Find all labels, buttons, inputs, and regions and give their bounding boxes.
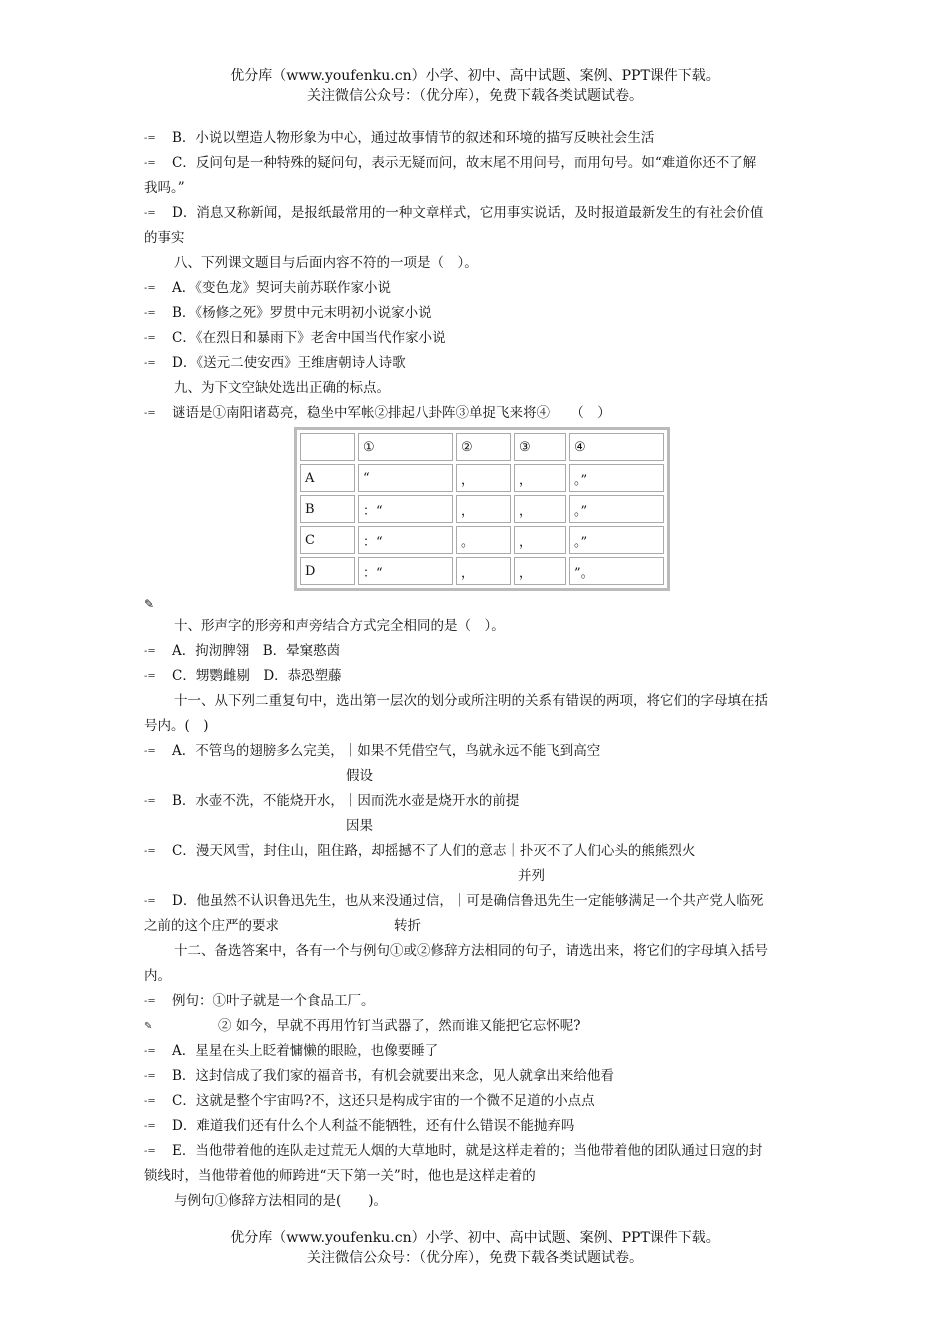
q12-title: 十二、备选答案中，各有一个与例句①或②修辞方法相同的句子，请选出来，将它们的字母填入括号 bbox=[174, 943, 768, 959]
list-marker: -= bbox=[144, 996, 156, 1007]
table-cell: ， bbox=[514, 557, 566, 585]
q7-option-b: -= B．小说以塑造人物形象为中心，通过故事情节的叙述和环境的描写反映社会生活 bbox=[144, 126, 809, 151]
table-cell: “ bbox=[358, 464, 453, 492]
table-cell: ① bbox=[358, 433, 453, 461]
table-cell: 。” bbox=[569, 464, 664, 492]
table-cell: 。” bbox=[569, 495, 664, 523]
table-row bbox=[300, 557, 664, 585]
table-cell: ， bbox=[514, 495, 566, 523]
q11-option-d-cont: 之前的这个庄严的要求 转折 bbox=[144, 918, 421, 934]
page-header bbox=[0, 66, 950, 106]
list-marker: -= bbox=[144, 283, 156, 294]
q8-title: 八、下列课文题目与后面内容不符的一项是（ ）。 bbox=[174, 255, 478, 271]
object-anchor-icon: ✎ bbox=[144, 597, 155, 611]
table-cell: D bbox=[300, 557, 355, 585]
q11-option-c-note: 并列 bbox=[518, 868, 545, 884]
q9-title: 九、为下文空缺处选出正确的标点。 bbox=[174, 380, 390, 396]
table-cell: ， bbox=[456, 557, 511, 585]
q8-option-a: -= A．《变色龙》契诃夫前苏联作家小说 bbox=[144, 276, 809, 301]
q7-option-d-cont: 的事实 bbox=[144, 230, 185, 246]
q7-option-c: -= C．反问句是一种特殊的疑问句，表示无疑而问，故末尾不用问号，而用句号。如“难道你还不了解 bbox=[144, 151, 809, 176]
q7-option-d: -= D．消息又称新闻，是报纸最常用的一种文章样式，它用事实说话，及时报道最新发生的有社会价值 bbox=[144, 201, 809, 226]
object-anchor-icon: ✎ bbox=[144, 1021, 153, 1032]
table-cell: A bbox=[300, 464, 355, 492]
table-header-row bbox=[300, 433, 664, 461]
list-marker: -= bbox=[144, 671, 156, 682]
q9-text: -= 谜语是①南阳诸葛亮，稳坐中军帐②排起八卦阵③单捉飞来将④ （ ） bbox=[144, 401, 809, 426]
exam-content bbox=[144, 126, 809, 1214]
table-cell: ：“ bbox=[358, 557, 453, 585]
q12-example-1: -= 例句：①叶子就是一个食品工厂。 bbox=[144, 989, 809, 1014]
list-marker: -= bbox=[144, 333, 156, 344]
table-cell: ：“ bbox=[358, 526, 453, 554]
list-marker: -= bbox=[144, 158, 156, 169]
list-marker: -= bbox=[144, 1146, 156, 1157]
punctuation-options-table bbox=[294, 427, 670, 591]
table-cell: 。” bbox=[569, 526, 664, 554]
table-row bbox=[300, 526, 664, 554]
table-cell: B bbox=[300, 495, 355, 523]
q12-answer-prompt: 与例句①修辞方法相同的是( )。 bbox=[174, 1193, 388, 1209]
header-line-2: 关注微信公众号：（优分库），免费下载各类试题试卷。 bbox=[307, 88, 643, 104]
table-cell: ， bbox=[514, 526, 566, 554]
table-row bbox=[300, 464, 664, 492]
q12-option-e: -= E．当他带着他的连队走过荒无人烟的大草地时，就是这样走着的；当他带着他的团队通过日寇的封 bbox=[144, 1139, 809, 1164]
table-cell: ， bbox=[456, 495, 511, 523]
page-footer bbox=[0, 1228, 950, 1268]
table-cell: C bbox=[300, 526, 355, 554]
q11-option-d: -= D．他虽然不认识鲁迅先生，也从来没通过信，｜可是确信鲁迅先生一定能够满足一个共产党人临死 bbox=[144, 889, 809, 914]
table-cell: ③ bbox=[514, 433, 566, 461]
list-marker: -= bbox=[144, 1121, 156, 1132]
q8-option-c: -= C．《在烈日和暴雨下》老舍中国当代作家小说 bbox=[144, 326, 809, 351]
q10-options-cd: -= C．甥鹦雌剔 D．恭恐塑藤 bbox=[144, 664, 809, 689]
q11-option-d-note: 转折 bbox=[394, 918, 421, 934]
list-marker: -= bbox=[144, 796, 156, 807]
table-cell: ④ bbox=[569, 433, 664, 461]
list-marker: -= bbox=[144, 746, 156, 757]
q11-title-cont: 号内。( ) bbox=[144, 718, 209, 734]
table-cell: ② bbox=[456, 433, 511, 461]
q11-option-b-note: 因果 bbox=[346, 818, 373, 834]
q12-option-a: -= A．星星在头上眨着慵懒的眼睑，也像要睡了 bbox=[144, 1039, 809, 1064]
list-marker: -= bbox=[144, 646, 156, 657]
q11-option-b: -= B．水壶不洗，不能烧开水，｜因而洗水壶是烧开水的前提 bbox=[144, 789, 809, 814]
list-marker: -= bbox=[144, 1096, 156, 1107]
table-cell: 。 bbox=[456, 526, 511, 554]
q12-option-e-cont: 锁线时，当他带着他的师跨进“天下第一关”时，他也是这样走着的 bbox=[144, 1168, 536, 1184]
table-cell bbox=[300, 433, 355, 461]
header-line-1: 优分库（www.youfenku.cn）小学、初中、高中试题、案例、PPT课件下载。 bbox=[230, 68, 720, 84]
footer-line-1: 优分库（www.youfenku.cn）小学、初中、高中试题、案例、PPT课件下载。 bbox=[230, 1230, 720, 1246]
table-cell: ， bbox=[514, 464, 566, 492]
list-marker: -= bbox=[144, 308, 156, 319]
q12-option-b: -= B．这封信成了我们家的福音书，有机会就要出来念，见人就拿出来给他看 bbox=[144, 1064, 809, 1089]
q8-option-d: -= D．《送元二使安西》王维唐朝诗人诗歌 bbox=[144, 351, 809, 376]
q11-option-a-note: 假设 bbox=[346, 768, 373, 784]
q12-title-cont: 内。 bbox=[144, 968, 171, 984]
q10-options-ab: -= A．拘沏脾翎 B．晕窠憨茵 bbox=[144, 639, 809, 664]
q11-option-a: -= A．不管鸟的翅膀多么完美，｜如果不凭借空气，鸟就永远不能飞到高空 bbox=[144, 739, 809, 764]
q12-example-2: ✎ ② 如今，早就不再用竹钉当武器了，然而谁又能把它忘怀呢? bbox=[144, 1014, 809, 1039]
q10-title: 十、形声字的形旁和声旁结合方式完全相同的是（ ）。 bbox=[174, 618, 505, 634]
q12-option-d: -= D．难道我们还有什么个人利益不能牺牲，还有什么错误不能抛弃吗 bbox=[144, 1114, 809, 1139]
q11-option-c: -= C．漫天风雪，封住山，阻住路，却摇撼不了人们的意志｜扑灭不了人们心头的熊熊烈火 bbox=[144, 839, 809, 864]
list-marker: -= bbox=[144, 1046, 156, 1057]
footer-line-2: 关注微信公众号：（优分库），免费下载各类试题试卷。 bbox=[307, 1250, 643, 1266]
q11-title: 十一、从下列二重复句中，选出第一层次的划分或所注明的关系有错误的两项，将它们的字母填在括 bbox=[174, 693, 768, 709]
list-marker: -= bbox=[144, 133, 156, 144]
list-marker: -= bbox=[144, 846, 156, 857]
list-marker: -= bbox=[144, 408, 156, 419]
table-cell: ”。 bbox=[569, 557, 664, 585]
q7-option-c-cont: 我吗。” bbox=[144, 180, 185, 196]
q8-option-b: -= B．《杨修之死》罗贯中元末明初小说家小说 bbox=[144, 301, 809, 326]
list-marker: -= bbox=[144, 896, 156, 907]
table-cell: ：“ bbox=[358, 495, 453, 523]
list-marker: -= bbox=[144, 208, 156, 219]
list-marker: -= bbox=[144, 1071, 156, 1082]
list-marker: -= bbox=[144, 358, 156, 369]
table-row bbox=[300, 495, 664, 523]
q12-option-c: -= C．这就是整个宇宙吗?不，这还只是构成宇宙的一个微不足道的小点点 bbox=[144, 1089, 809, 1114]
table-cell: ， bbox=[456, 464, 511, 492]
